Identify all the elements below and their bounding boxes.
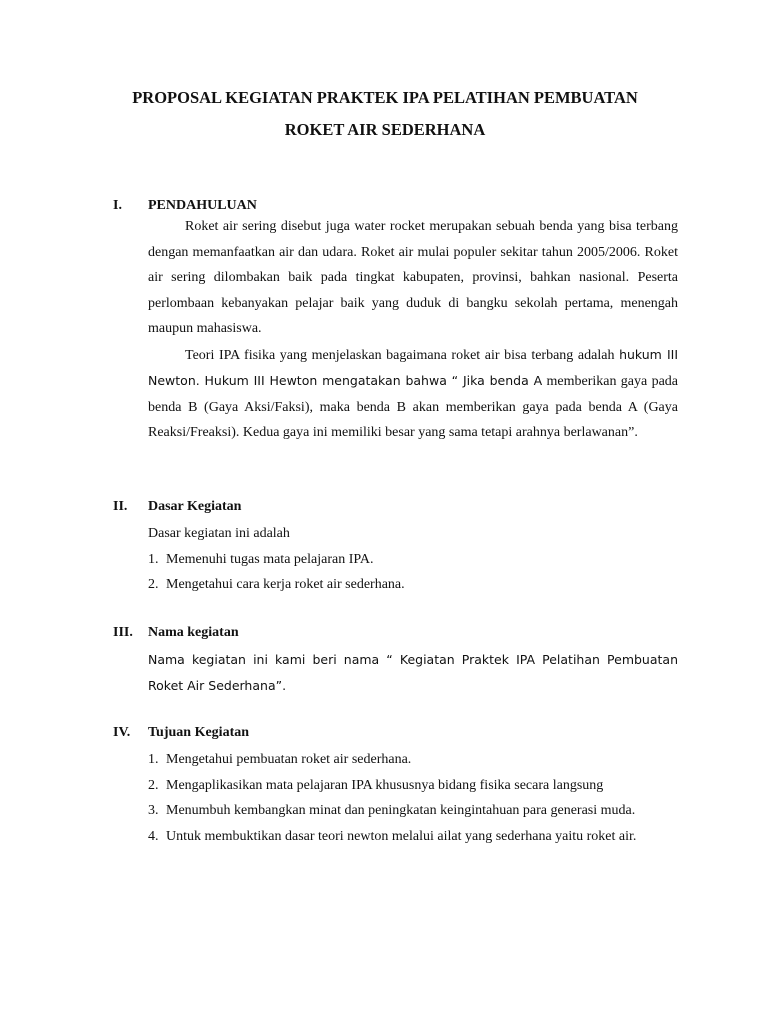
section-heading: [113, 624, 678, 650]
section-title: Nama kegiatan: [148, 625, 239, 640]
numbered-list: [148, 747, 678, 849]
section-heading: [113, 197, 678, 223]
section-body: [148, 647, 678, 698]
list-number: 2.: [148, 777, 159, 793]
section-pendahuluan: [113, 197, 678, 446]
section-body: [148, 747, 678, 849]
section-body: [148, 521, 678, 598]
section-numeral: I.: [113, 198, 122, 213]
paragraph-text: memberikan gaya pada benda B (Gaya Aksi/Faksi), maka benda B akan memberikan gaya pada benda A (Gaya Reaksi/Freaksi). Kedua gaya ini memiliki besar yang sama tetapi arahnya berlawanan”.: [148, 374, 678, 440]
section-body: [148, 214, 678, 446]
list-number: 2.: [148, 577, 159, 592]
paragraph: Nama kegiatan ini kami beri nama “ Kegiatan Praktek IPA Pelatihan Pembuatan Roket Air Sederhana”.: [148, 652, 678, 693]
list-item: [148, 747, 678, 773]
list-item: [148, 824, 678, 850]
document-title-line-2: ROKET AIR SEDERHANA: [284, 120, 486, 139]
list-item-text: Mengetahui cara kerja roket air sederhana.: [166, 577, 405, 592]
numbered-list: [148, 547, 678, 598]
list-number: 1.: [148, 551, 159, 567]
section-dasar-kegiatan: [113, 498, 678, 598]
list-item: [148, 572, 678, 598]
section-title: Dasar Kegiatan: [148, 499, 242, 514]
section-heading: [113, 498, 678, 524]
list-item-text: Mengaplikasikan mata pelajaran IPA khususnya bidang fisika secara langsung: [166, 777, 604, 793]
section-numeral: IV.: [113, 725, 131, 740]
paragraph: [148, 342, 678, 446]
list-item-text: Untuk membuktikan dasar teori newton melalui ailat yang sederhana yaitu roket air.: [166, 828, 637, 844]
section-numeral: III.: [113, 625, 133, 640]
section-tujuan-kegiatan: [113, 724, 678, 849]
list-item-text: Menumbuh kembangkan minat dan peningkatan keingintahuan para generasi muda.: [166, 803, 636, 818]
section-title: Tujuan Kegiatan: [148, 725, 250, 740]
paragraph: Roket air sering disebut juga water rocket merupakan sebuah benda yang bisa terbang dengan memanfaatkan air dan udara. Roket air mulai populer sekitar tahun 2005/2006. Roket air sering dilombakan baik pada tingkat kabupaten, provinsi, bahkan nasional. Peserta perlombaan kebanyakan pelajar baik yang duduk di bangku sekolah pertama, menengah maupun mahasiswa.: [148, 219, 678, 336]
list-item: [148, 773, 678, 799]
section-nama-kegiatan: [113, 624, 678, 698]
list-number: 3.: [148, 803, 159, 818]
section-title: PENDAHULUAN: [148, 198, 257, 213]
document-title-line-1: PROPOSAL KEGIATAN PRAKTEK IPA PELATIHAN PEMBUATAN: [132, 88, 638, 107]
list-item-text: Mengetahui pembuatan roket air sederhana.: [166, 752, 412, 767]
list-item-text: Memenuhi tugas mata pelajaran IPA.: [166, 551, 374, 567]
paragraph-text: Teori IPA fisika yang menjelaskan bagaimana roket air bisa terbang adalah: [185, 347, 615, 363]
list-number: 4.: [148, 828, 159, 844]
section-numeral: II.: [113, 499, 128, 514]
section-intro: Dasar kegiatan ini adalah: [148, 526, 290, 541]
list-item: [148, 547, 678, 573]
list-number: 1.: [148, 752, 159, 767]
paragraph-text: hukum III Newton. Hukum III Hewton mengatakan bahwa “ Jika benda A: [148, 346, 679, 388]
list-item: [148, 798, 678, 824]
